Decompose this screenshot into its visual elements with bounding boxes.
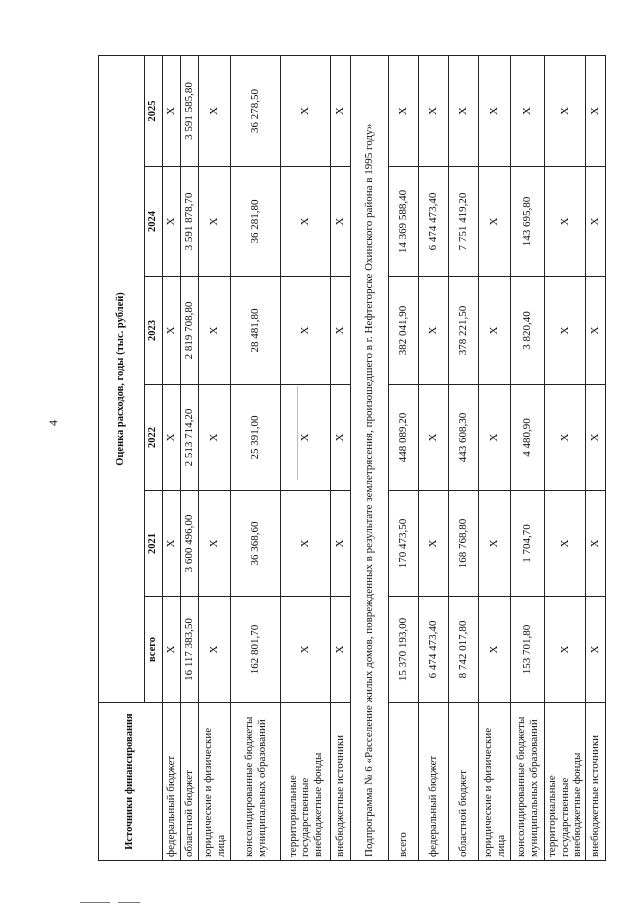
value-cell: 16 117 383,50 [181, 597, 199, 703]
value-cell: X [199, 491, 231, 597]
header-sources: Источники финансирования [99, 703, 163, 861]
value-cell: X [585, 385, 605, 491]
value-cell: 25 391,00 [231, 385, 281, 491]
value-cell: X [545, 597, 586, 703]
value-cell: X [545, 277, 586, 385]
value-cell: X [585, 277, 605, 385]
value-cell: X [585, 491, 605, 597]
value-cell: 162 801,70 [231, 597, 281, 703]
value-cell: 6 474 473,40 [419, 597, 449, 703]
table-row [449, 55, 479, 860]
value-cell: X [331, 491, 351, 597]
value-cell: 378 221,50 [449, 277, 479, 385]
table-row [331, 55, 351, 860]
value-cell: X [419, 491, 449, 597]
page-number: 4 [46, 420, 60, 426]
rotated-table-container [98, 56, 602, 861]
value-cell: 168 768,80 [449, 491, 479, 597]
source-label: внебюджетные источники [585, 703, 605, 861]
source-label: областной бюджет [449, 703, 479, 861]
value-cell: X [545, 55, 586, 166]
value-cell: X [163, 385, 181, 491]
value-cell: 170 473,50 [389, 491, 419, 597]
value-cell: X [479, 167, 511, 277]
value-cell: X [479, 597, 511, 703]
value-cell: X [199, 597, 231, 703]
value-cell: 3 820,40 [511, 277, 545, 385]
value-cell: 36 368,60 [231, 491, 281, 597]
header-year: всего [145, 597, 163, 703]
value-cell: X [545, 385, 586, 491]
value-cell: X [479, 277, 511, 385]
value-cell: X [419, 385, 449, 491]
value-cell: 3 591 878,70 [181, 167, 199, 277]
table-row [511, 55, 545, 860]
table-row [281, 55, 331, 860]
value-cell: X [199, 277, 231, 385]
source-label: внебюджетные источники [331, 703, 351, 861]
source-label: юридические и физические лица [199, 703, 231, 861]
value-cell: X [331, 597, 351, 703]
source-label: федеральный бюджет [163, 703, 181, 861]
value-cell: 2 819 708,80 [181, 277, 199, 385]
scan-mark [80, 902, 110, 903]
value-cell: X [419, 55, 449, 166]
value-cell: X [163, 167, 181, 277]
value-cell: X [479, 55, 511, 166]
value-cell: X [545, 167, 586, 277]
value-cell: X [281, 385, 331, 491]
value-cell: 443 608,30 [449, 385, 479, 491]
value-cell: X [449, 55, 479, 166]
value-cell: X [199, 55, 231, 166]
value-cell: 143 695,80 [511, 167, 545, 277]
value-cell: 36 278,50 [231, 55, 281, 166]
source-label: юридические и физические лица [479, 703, 511, 861]
source-label: территориальные государственные внебюджетные фонды [545, 703, 586, 861]
table-row [389, 55, 419, 860]
value-cell: 3 591 585,80 [181, 55, 199, 166]
value-cell: 4 480,90 [511, 385, 545, 491]
value-cell: X [331, 55, 351, 166]
scan-mark [118, 902, 140, 903]
value-cell: X [281, 167, 331, 277]
source-label: федеральный бюджет [419, 703, 449, 861]
value-cell: 28 481,80 [231, 277, 281, 385]
value-cell: 448 089,20 [389, 385, 419, 491]
table-row [199, 55, 231, 860]
value-cell: 7 751 419,20 [449, 167, 479, 277]
value-cell: 6 474 473,40 [419, 167, 449, 277]
source-label: консолидированные бюджеты муниципальных образований [231, 703, 281, 861]
value-cell: X [511, 55, 545, 166]
value-cell: 153 701,80 [511, 597, 545, 703]
value-cell: X [281, 491, 331, 597]
value-cell: 8 742 017,80 [449, 597, 479, 703]
table-row [231, 55, 281, 860]
value-cell: X [199, 167, 231, 277]
table-row [181, 55, 199, 860]
value-cell: 14 369 588,40 [389, 167, 419, 277]
value-cell: X [389, 55, 419, 166]
subprogram-title: Подпрограмма № 6 «Расселение жилых домов, поврежденных в результате землетрясения, произошедшего в г. Нефтегорске Охинского района в 1995 году» [351, 55, 389, 860]
value-cell: X [163, 597, 181, 703]
header-estimate: Оценка расходов, годы (тыс. рублей) [99, 55, 145, 702]
header-year: 2025 [145, 55, 163, 166]
source-label: областной бюджет [181, 703, 199, 861]
value-cell: X [419, 277, 449, 385]
source-label: территориальные государственные внебюджетные фонды [281, 703, 331, 861]
table-row [585, 55, 605, 860]
value-cell: X [331, 277, 351, 385]
value-cell: 36 281,80 [231, 167, 281, 277]
value-cell: X [281, 597, 331, 703]
table-row [163, 55, 181, 860]
source-label: консолидированные бюджеты муниципальных образований [511, 703, 545, 861]
value-cell: X [545, 491, 586, 597]
value-cell: X [585, 597, 605, 703]
value-cell: X [281, 277, 331, 385]
value-cell: 15 370 193,00 [389, 597, 419, 703]
value-cell: X [281, 55, 331, 166]
header-year: 2022 [145, 385, 163, 491]
value-cell: X [163, 277, 181, 385]
value-cell: X [479, 491, 511, 597]
value-cell: X [163, 491, 181, 597]
header-year: 2024 [145, 167, 163, 277]
table-row [545, 55, 586, 860]
value-cell: 382 041,90 [389, 277, 419, 385]
source-label: всего [389, 703, 419, 861]
value-cell: X [163, 55, 181, 166]
value-cell: X [585, 55, 605, 166]
value-cell: 3 600 496,00 [181, 491, 199, 597]
value-cell: X [199, 385, 231, 491]
value-cell: 2 513 714,20 [181, 385, 199, 491]
value-cell: X [479, 385, 511, 491]
value-cell: X [585, 167, 605, 277]
value-cell: X [331, 167, 351, 277]
value-cell: 1 704,70 [511, 491, 545, 597]
table-row [419, 55, 449, 860]
table-row [479, 55, 511, 860]
value-cell: X [331, 385, 351, 491]
header-year: 2023 [145, 277, 163, 385]
header-year: 2021 [145, 491, 163, 597]
financing-table [98, 55, 606, 861]
